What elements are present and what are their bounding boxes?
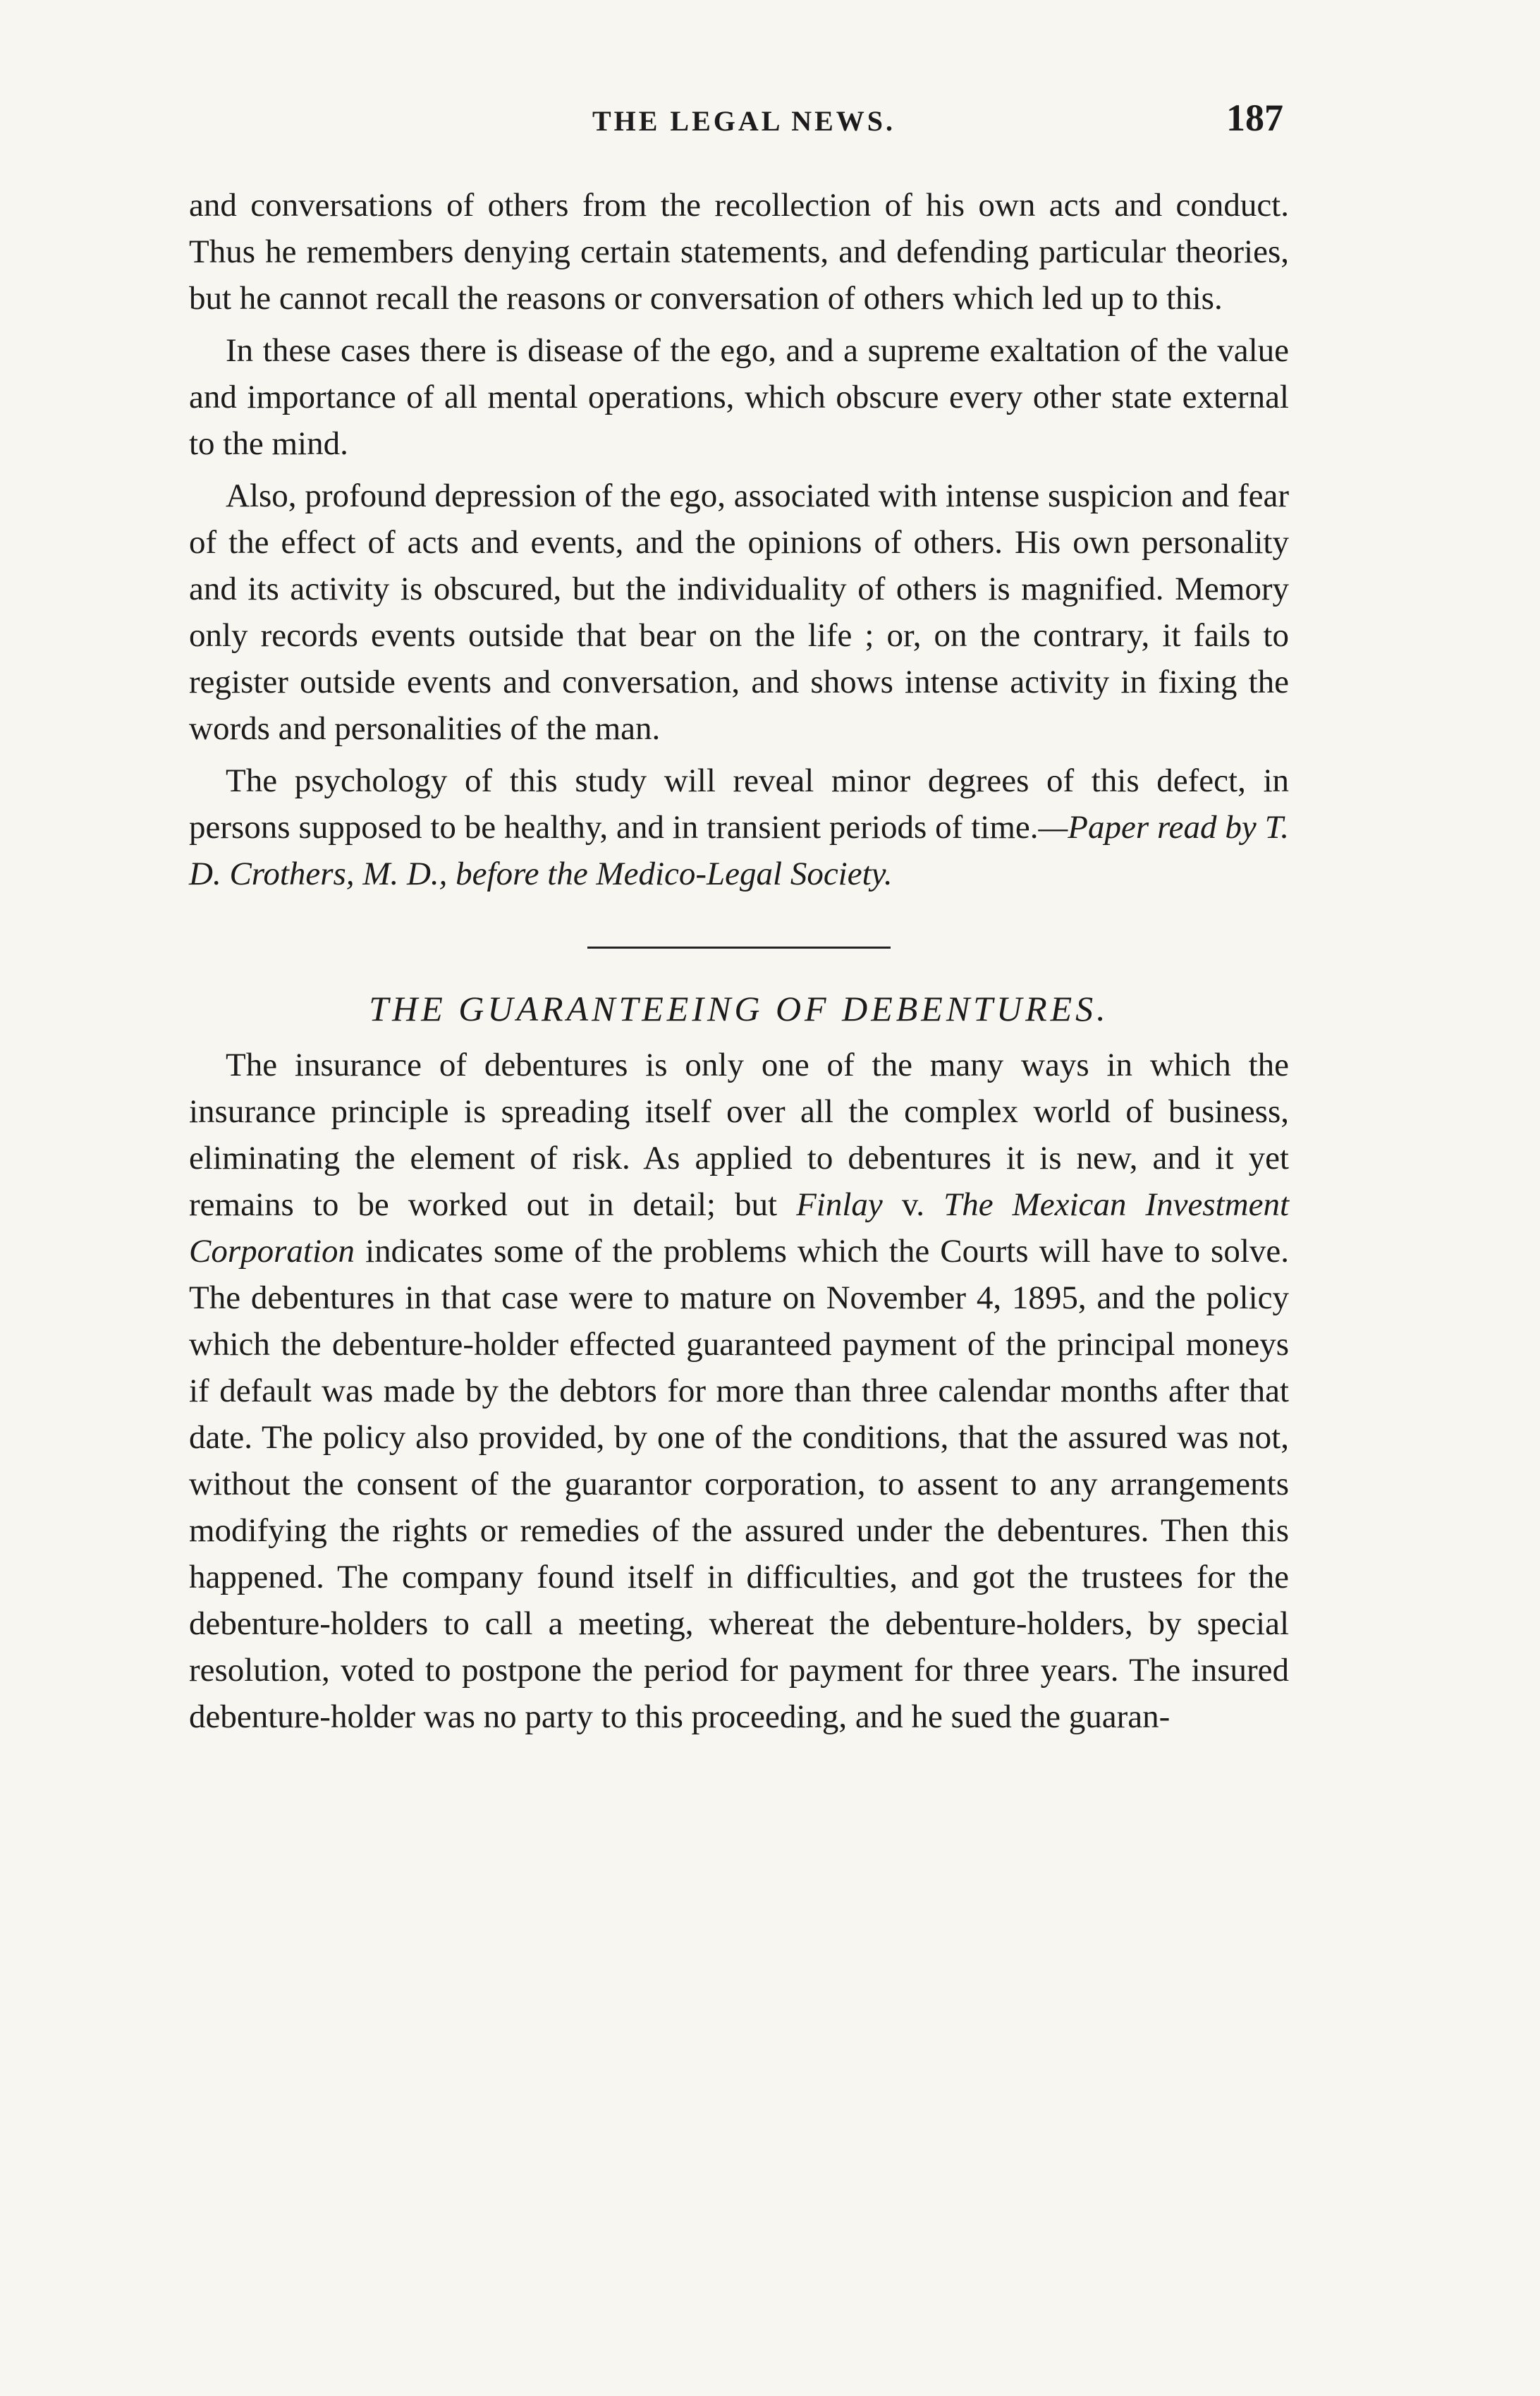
case-versus: v.: [882, 1186, 944, 1223]
paragraph: In these cases there is disease of the ego, and a supreme exaltation of the value and importance of all mental operations, which obscure every other state external to the mind.: [189, 332, 1289, 462]
paragraph-text: indicates some of the problems which the Courts will have to solve. The debentures in that case were to mature on November 4, 1895, and the policy which the debenture-holder effected guaranteed payment of the principal moneys if default was made by the debtors for more than three calendar months after that date. The policy also provided, by one of the conditions, that the assured was not, without the consent of the guarantor corporation, to assent to any arrangements modifying the rights or remedies of the assured under the debentures. Then this happened. The company found itself in difficulties, and got the trustees for the debenture-holders to call a meeting, whereat the debenture-holders, by special resolution, voted to postpone the period for payment for three years. The insured debenture-holder was no party to this proceeding, and he sued the guaran-: [189, 1233, 1289, 1735]
paragraph: Also, profound depression of the ego, associated with intense suspicion and fear of the effect of acts and events, and the opinions of others. His own personality and its activity is obscured, but the individuality of others is magnified. Memory only records events outside that bear on the life ; or, on the contrary, it fails to register outside events and conversation, and shows intense activity in fixing the words and personalities of the man.: [189, 478, 1289, 747]
text-column: [189, 182, 1289, 1740]
paragraph-text: The insurance of debentures is only one of the many ways in which the insurance principle is spreading itself over all the complex world of business, eliminating the element of risk. As applied to debentures it is new, and it yet remains to be worked out in detail; but: [189, 1047, 1289, 1223]
case-party: Finlay: [796, 1186, 883, 1223]
citation: —Paper read by T. D. Crothers, M. D., before the Medico-Legal Society.: [189, 809, 1290, 892]
case-name: The Mexican Investment Corporation: [189, 1186, 1290, 1270]
paragraph-continued: and conversations of others from the recollection of his own acts and conduct. Thus he remembers denying certain statements, and defending particular theories, but he cannot recall the reasons or conversation of others which led up to this.: [189, 187, 1289, 317]
section-divider: [587, 947, 891, 949]
paragraph: [189, 1042, 1289, 1740]
running-title: THE LEGAL NEWS.: [592, 105, 896, 137]
page-header: [204, 97, 1283, 161]
paragraph-with-citation: [189, 758, 1289, 897]
page-number: 187: [1226, 97, 1283, 139]
paragraph-text: The psychology of this study will reveal minor degrees of this defect, in persons supposed to be healthy, and in transient periods of time.: [189, 762, 1289, 846]
section-title: THE GUARANTEEING OF DEBENTURES.: [369, 989, 1109, 1028]
